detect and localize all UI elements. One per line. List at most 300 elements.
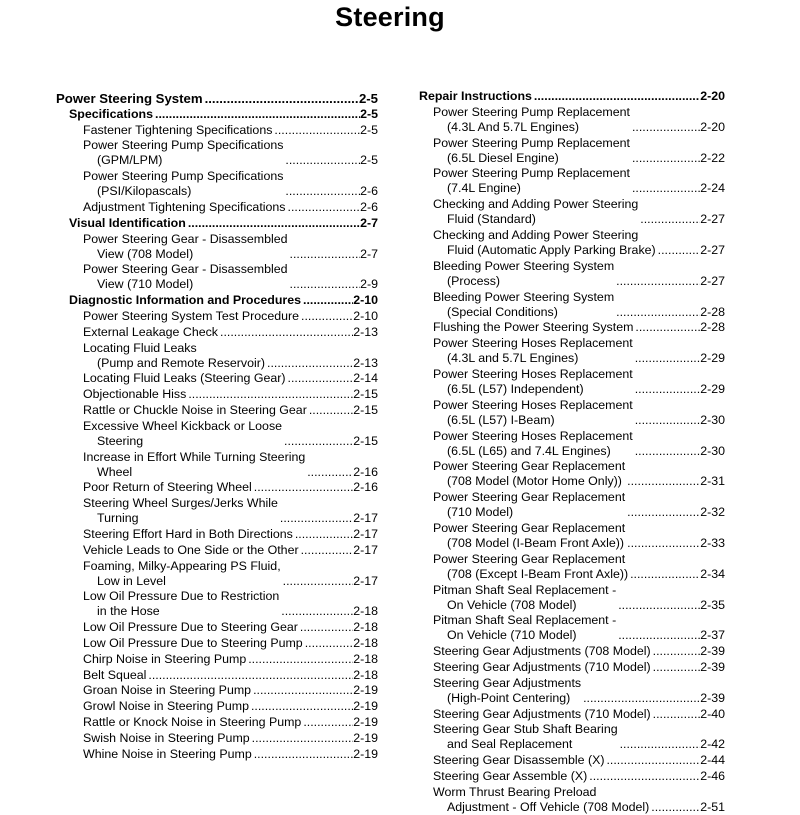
toc-entry-line: Groan Noise in Steering Pump xyxy=(83,683,252,698)
page-number: 2-31 xyxy=(700,474,725,489)
dot-leader xyxy=(614,274,700,289)
dot-leader xyxy=(616,598,700,613)
toc-entry[interactable] xyxy=(56,169,378,199)
toc-entry[interactable] xyxy=(419,166,725,196)
toc-entry-title xyxy=(433,660,651,675)
dot-leader xyxy=(604,753,700,768)
page-number: 2-5 xyxy=(360,122,378,137)
page-number: 2-27 xyxy=(700,242,725,257)
toc-entry-line: Low Oil Pressure Due to Steering Gear xyxy=(83,620,298,635)
toc-entry-line: (Pump and Remote Reservoir) xyxy=(97,355,266,370)
dot-leader xyxy=(288,247,361,262)
toc-entry[interactable] xyxy=(419,707,725,722)
dot-leader xyxy=(146,668,353,683)
toc-entry-line: (7.4L Engine) xyxy=(447,181,521,196)
toc-entry-line: (GPM/LPM) xyxy=(97,153,163,168)
toc-entry-title xyxy=(83,387,186,402)
dot-leader xyxy=(633,444,700,459)
dot-leader xyxy=(299,309,353,324)
page-number: 2-27 xyxy=(700,212,725,227)
dot-leader xyxy=(630,181,700,196)
page-number: 2-37 xyxy=(700,628,725,643)
toc-entry[interactable] xyxy=(56,620,378,635)
dot-leader xyxy=(272,123,360,138)
dot-leader xyxy=(281,574,354,589)
toc-entry-title xyxy=(83,559,281,589)
toc-entry-title xyxy=(433,769,587,784)
toc-entry-line: Specifications xyxy=(69,106,154,121)
toc-entry-line: Locating Fluid Leaks (Steering Gear) xyxy=(83,371,286,386)
toc-entry[interactable] xyxy=(56,216,378,231)
dot-leader xyxy=(633,382,700,397)
toc-entry-title xyxy=(83,589,279,619)
toc-entry[interactable] xyxy=(56,107,378,122)
page-number: 2-44 xyxy=(700,753,725,768)
toc-entry[interactable] xyxy=(419,583,725,613)
dot-leader xyxy=(633,351,700,366)
toc-entry-line: Steering xyxy=(97,433,144,448)
toc-entry-line: Foaming, Milky-Appearing PS Fluid, xyxy=(83,558,281,573)
dot-leader xyxy=(625,474,700,489)
toc-entry-line: (Process) xyxy=(447,273,501,288)
toc-entry-title xyxy=(69,216,186,231)
toc-entry-line: Diagnostic Information and Procedures xyxy=(69,293,302,308)
dot-leader xyxy=(616,628,700,643)
toc-entry-line: Steering Effort Hard in Both Directions xyxy=(83,526,293,541)
dot-leader xyxy=(186,216,360,231)
toc-entry-title xyxy=(83,527,293,542)
page-number: 2-46 xyxy=(700,768,725,783)
toc-entry-line: (Special Conditions) xyxy=(447,304,558,319)
dot-leader xyxy=(278,511,353,526)
toc-entry[interactable] xyxy=(419,769,725,784)
dot-leader xyxy=(618,737,701,752)
page-number: 2-14 xyxy=(353,371,378,386)
toc-entry-line: Power Steering Hoses Replacement xyxy=(433,366,633,381)
toc-entry-line: in the Hose xyxy=(97,604,160,619)
toc-entry[interactable] xyxy=(419,136,725,166)
toc-entry-title xyxy=(83,699,249,714)
toc-entry-line: Steering Gear Disassemble (X) xyxy=(433,753,605,768)
page-number: 2-17 xyxy=(353,511,378,526)
toc-entry-title xyxy=(83,636,303,651)
toc-entry-title xyxy=(433,521,625,551)
dot-leader xyxy=(246,652,353,667)
page-number: 2-17 xyxy=(353,573,378,588)
dot-leader xyxy=(203,91,359,106)
page-number: 2-5 xyxy=(360,106,378,121)
toc-entry-line: Power Steering Hoses Replacement xyxy=(433,428,633,443)
toc-entry-line: Bleeding Power Steering System xyxy=(433,289,615,304)
toc-entry-line: Power Steering Gear Replacement xyxy=(433,459,626,474)
dot-leader xyxy=(283,153,360,168)
toc-entry[interactable] xyxy=(56,293,378,308)
toc-entry-title xyxy=(83,138,283,168)
dot-leader xyxy=(153,107,360,122)
page-number: 2-7 xyxy=(360,215,378,230)
page-number: 2-19 xyxy=(353,714,378,729)
dot-leader xyxy=(286,371,354,386)
page-number: 2-24 xyxy=(700,181,725,196)
dot-leader xyxy=(252,480,353,495)
toc-entry-title xyxy=(83,731,250,746)
toc-entry[interactable] xyxy=(419,89,725,104)
toc-entry-title xyxy=(433,259,614,289)
dot-leader xyxy=(218,325,353,340)
toc-entry-title xyxy=(433,290,614,320)
page-title: Steering xyxy=(335,2,445,32)
toc-entry-line: Adjustment - Off Vehicle (708 Model) xyxy=(447,799,650,814)
toc-entry-line: (708 Model (I-Beam Front Axle)) xyxy=(447,535,624,550)
toc-entry-line: Steering Wheel Surges/Jerks While xyxy=(83,496,278,511)
toc-entry[interactable] xyxy=(419,336,725,366)
toc-entry-title xyxy=(433,676,581,706)
toc-entry[interactable] xyxy=(56,325,378,340)
toc-entry-line: Power Steering System xyxy=(56,91,203,106)
page-number: 2-39 xyxy=(700,659,725,674)
toc-entry-title xyxy=(83,232,288,262)
toc-entry[interactable] xyxy=(56,589,378,619)
toc-entry-line: (High-Point Centering) xyxy=(447,690,571,705)
page-number: 2-6 xyxy=(360,184,378,199)
toc-entry[interactable] xyxy=(419,459,725,489)
toc-entry-title xyxy=(83,668,146,683)
toc-entry-line: Steering Gear Adjustments (710 Model) xyxy=(433,659,651,674)
toc-entry[interactable] xyxy=(419,398,725,428)
toc-entry[interactable] xyxy=(56,450,378,480)
page-number: 2-51 xyxy=(700,799,725,814)
toc-entry-title xyxy=(433,136,630,166)
toc-entry[interactable] xyxy=(56,636,378,651)
toc-entry[interactable] xyxy=(419,259,725,289)
toc-entry[interactable] xyxy=(56,543,378,558)
toc-entry-title xyxy=(83,620,298,635)
dot-leader xyxy=(651,707,701,722)
toc-entry-title xyxy=(433,459,625,489)
toc-entry-title xyxy=(433,707,651,722)
toc-entry-line: Poor Return of Steering Wheel xyxy=(83,480,252,495)
toc-entry-line: Flushing the Power Steering System xyxy=(433,320,634,335)
toc-entry-title xyxy=(433,320,633,335)
toc-entry[interactable] xyxy=(56,731,378,746)
toc-entry-title xyxy=(433,197,638,227)
dot-leader xyxy=(249,699,353,714)
page-number: 2-30 xyxy=(700,412,725,427)
dot-leader xyxy=(307,403,353,418)
dot-leader xyxy=(625,536,700,551)
dot-leader xyxy=(630,120,700,135)
toc-entry-title xyxy=(83,200,286,215)
dot-leader xyxy=(651,660,701,675)
page-number: 2-28 xyxy=(700,320,725,335)
toc-entry-title xyxy=(433,583,616,613)
dot-leader xyxy=(250,731,354,746)
toc-entry-title xyxy=(433,722,618,752)
toc-entry-line: Rattle or Chuckle Noise in Steering Gear xyxy=(83,402,307,417)
toc-entry-line: Power Steering Gear - Disassembled xyxy=(83,231,288,246)
page-number: 2-20 xyxy=(700,89,725,103)
dot-leader xyxy=(282,434,353,449)
toc-entry-line: Power Steering Gear Replacement xyxy=(433,490,626,505)
toc-entry-title xyxy=(433,367,633,397)
page-number: 2-6 xyxy=(360,199,378,214)
dot-leader xyxy=(587,769,700,784)
toc-entry-title xyxy=(83,169,283,199)
toc-entry-line: (PSI/Kilopascals) xyxy=(97,184,192,199)
dot-leader xyxy=(305,465,353,480)
page-number: 2-17 xyxy=(353,526,378,541)
page-number: 2-22 xyxy=(700,150,725,165)
toc-entry[interactable] xyxy=(419,644,725,659)
page-number: 2-13 xyxy=(353,324,378,339)
page-number: 2-5 xyxy=(358,91,378,106)
toc-entry[interactable] xyxy=(56,387,378,402)
page-number: 2-18 xyxy=(353,620,378,635)
toc-entry-title xyxy=(69,293,301,308)
toc-entry-line: Objectionable Hiss xyxy=(83,387,187,402)
toc-entry-line: Repair Instructions xyxy=(419,89,532,103)
toc-entry[interactable] xyxy=(56,341,378,371)
dot-leader xyxy=(301,293,353,308)
toc-entry-line: Steering Gear Stub Shaft Bearing xyxy=(433,722,618,737)
toc-entry-line: (6.5L (L57) Independent) xyxy=(447,381,584,396)
toc-entry[interactable] xyxy=(56,747,378,762)
toc-entry-line: (708 (Except I-Beam Front Axle)) xyxy=(447,566,629,581)
toc-entry-line: Belt Squeal xyxy=(83,667,147,682)
page-number: 2-39 xyxy=(700,644,725,659)
page-number: 2-16 xyxy=(353,480,378,495)
toc-entry[interactable] xyxy=(56,91,378,106)
toc-entry-line: Rattle or Knock Noise in Steering Pump xyxy=(83,714,302,729)
toc-entry-line: (710 Model) xyxy=(447,505,514,520)
dot-leader xyxy=(279,604,353,619)
toc-entry[interactable] xyxy=(419,660,725,675)
toc-entry-line: Power Steering Pump Replacement xyxy=(433,166,630,181)
toc-entry-line: Pitman Shaft Seal Replacement - xyxy=(433,582,617,597)
toc-entry-line: Low Oil Pressure Due to Steering Pump xyxy=(83,635,303,650)
page-number: 2-5 xyxy=(360,153,378,168)
dot-leader xyxy=(630,151,700,166)
toc-entry-line: Low Oil Pressure Due to Restriction xyxy=(83,589,280,604)
dot-leader xyxy=(293,527,353,542)
dot-leader xyxy=(581,691,700,706)
page-number: 2-10 xyxy=(353,293,378,308)
toc-entry-title xyxy=(433,490,625,520)
toc-entry-line: Increase in Effort While Turning Steering xyxy=(83,449,306,464)
dot-leader xyxy=(283,184,360,199)
toc-entry[interactable] xyxy=(56,715,378,730)
page-number: 2-10 xyxy=(353,308,378,323)
toc-entry[interactable] xyxy=(419,290,725,320)
toc-entry-line: Excessive Wheel Kickback or Loose xyxy=(83,418,283,433)
toc-entry-title xyxy=(83,403,307,418)
toc-entry-title xyxy=(433,105,630,135)
toc-entry[interactable] xyxy=(56,262,378,292)
dot-leader xyxy=(649,800,700,815)
toc-entry[interactable] xyxy=(419,228,725,258)
dot-leader xyxy=(186,387,353,402)
toc-entry-line: On Vehicle (710 Model) xyxy=(447,628,577,643)
toc-entry-line: Visual Identification xyxy=(69,215,186,230)
toc-entry-title xyxy=(83,123,272,138)
toc-entry[interactable] xyxy=(419,552,725,582)
toc-entry-title xyxy=(83,450,305,480)
toc-entry-title xyxy=(433,398,633,428)
toc-entry-title xyxy=(433,336,633,366)
dot-leader xyxy=(252,747,353,762)
page-number: 2-18 xyxy=(353,604,378,619)
toc-entry[interactable] xyxy=(56,138,378,168)
page-number: 2-42 xyxy=(700,737,725,752)
toc-entry-line: Fluid (Automatic Apply Parking Brake) xyxy=(447,242,656,257)
page-number: 2-15 xyxy=(353,402,378,417)
toc-entry[interactable] xyxy=(56,527,378,542)
toc-entry-title xyxy=(83,683,251,698)
toc-entry-title xyxy=(83,371,286,386)
toc-entry-line: (6.5L (L57) I-Beam) xyxy=(447,412,555,427)
toc-entry-title xyxy=(419,89,532,104)
toc-entry[interactable] xyxy=(56,123,378,138)
page-number: 2-35 xyxy=(700,597,725,612)
toc-entry-line: Steering Gear Adjustments (710 Model) xyxy=(433,706,651,721)
toc-entry[interactable] xyxy=(419,722,725,752)
toc-entry-line: Bleeding Power Steering System xyxy=(433,258,615,273)
toc-entry-title xyxy=(433,552,628,582)
toc-entry-line: Steering Gear Adjustments (708 Model) xyxy=(433,644,651,659)
toc-entry[interactable] xyxy=(56,309,378,324)
page-number: 2-9 xyxy=(360,277,378,292)
page-number: 2-28 xyxy=(700,304,725,319)
toc-entry-title xyxy=(83,496,278,526)
toc-entry-title xyxy=(83,543,299,558)
toc-entry[interactable] xyxy=(419,320,725,335)
toc-entry-line: View (710 Model) xyxy=(97,277,194,292)
page-number: 2-29 xyxy=(700,351,725,366)
page-number: 2-29 xyxy=(700,381,725,396)
dot-leader xyxy=(265,356,353,371)
toc-entry-line: Locating Fluid Leaks xyxy=(83,340,197,355)
toc-entry-line: Power Steering Pump Specifications xyxy=(83,138,284,153)
toc-entry[interactable] xyxy=(56,232,378,262)
toc-entry-line: Steering Gear Assemble (X) xyxy=(433,768,588,783)
toc-entry[interactable] xyxy=(56,559,378,589)
toc-entry-line: Power Steering System Test Procedure xyxy=(83,308,300,323)
toc-entry-line: and Seal Replacement xyxy=(447,737,573,752)
toc-entry-line: Steering Gear Adjustments xyxy=(433,675,582,690)
toc-entry-line: Power Steering Pump Replacement xyxy=(433,135,630,150)
toc-entry[interactable] xyxy=(419,197,725,227)
page-number: 2-16 xyxy=(353,464,378,479)
toc-entry[interactable] xyxy=(56,419,378,449)
toc-entry-title xyxy=(83,419,282,449)
toc-entry-line: (6.5L Diesel Engine) xyxy=(447,150,559,165)
toc-entry-line: (6.5L (L65) and 7.4L Engines) xyxy=(447,443,611,458)
toc-entry-title xyxy=(83,715,301,730)
toc-entry-line: View (708 Model) xyxy=(97,246,194,261)
dot-leader xyxy=(288,277,361,292)
dot-leader xyxy=(286,200,361,215)
dot-leader xyxy=(532,89,700,104)
toc-entry[interactable] xyxy=(419,676,725,706)
page-number: 2-20 xyxy=(700,119,725,134)
toc-entry-title xyxy=(83,309,299,324)
toc-entry-line: Worm Thrust Bearing Preload xyxy=(433,784,597,799)
page-number: 2-34 xyxy=(700,566,725,581)
toc-entry[interactable] xyxy=(56,480,378,495)
toc-entry-line: (4.3L And 5.7L Engines) xyxy=(447,119,580,134)
toc-entry[interactable] xyxy=(56,200,378,215)
toc-entry-line: Power Steering Gear Replacement xyxy=(433,551,626,566)
toc-entry[interactable] xyxy=(419,490,725,520)
page-number: 2-17 xyxy=(353,542,378,557)
dot-leader xyxy=(651,644,701,659)
toc-entry-line: Growl Noise in Steering Pump xyxy=(83,699,249,714)
toc-entry[interactable] xyxy=(419,613,725,643)
toc-entry-title xyxy=(83,652,246,667)
dot-leader xyxy=(638,212,700,227)
toc-entry[interactable] xyxy=(56,652,378,667)
toc-entry-line: Power Steering Hoses Replacement xyxy=(433,336,633,351)
dot-leader xyxy=(251,683,353,698)
page-number: 2-18 xyxy=(353,635,378,650)
page-number: 2-40 xyxy=(700,706,725,721)
toc-entry[interactable] xyxy=(419,367,725,397)
toc-right-column xyxy=(419,89,725,815)
toc-entry-line: Power Steering Gear Replacement xyxy=(433,520,626,535)
toc-entry-line: Checking and Adding Power Steering xyxy=(433,197,639,212)
toc-entry[interactable] xyxy=(419,521,725,551)
toc-entry-line: Checking and Adding Power Steering xyxy=(433,227,639,242)
page-number: 2-19 xyxy=(353,683,378,698)
toc-entry-line: Low in Level xyxy=(97,573,166,588)
toc-entry[interactable] xyxy=(419,753,725,768)
toc-entry[interactable] xyxy=(56,403,378,418)
page-number: 2-15 xyxy=(353,387,378,402)
toc-entry-line: Power Steering Pump Replacement xyxy=(433,104,630,119)
dot-leader xyxy=(625,505,700,520)
toc-entry-title xyxy=(83,341,265,371)
toc-entry-title xyxy=(433,429,633,459)
toc-left-column xyxy=(56,89,378,762)
toc-entry[interactable] xyxy=(56,496,378,526)
toc-entry-title xyxy=(433,166,630,196)
toc-entry-line: Pitman Shaft Seal Replacement - xyxy=(433,613,617,628)
dot-leader xyxy=(656,243,701,258)
toc-entry-line: Chirp Noise in Steering Pump xyxy=(83,651,247,666)
toc-entry-title xyxy=(433,613,616,643)
toc-entry-line: Fastener Tightening Specifications xyxy=(83,122,273,137)
toc-entry[interactable] xyxy=(56,699,378,714)
page-number: 2-15 xyxy=(353,433,378,448)
page-number: 2-18 xyxy=(353,651,378,666)
dot-leader xyxy=(298,620,353,635)
page-number: 2-19 xyxy=(353,699,378,714)
toc-entry-title xyxy=(433,753,604,768)
toc-entry-line: Wheel xyxy=(97,464,133,479)
page-number: 2-27 xyxy=(700,273,725,288)
toc-entry[interactable] xyxy=(419,429,725,459)
toc-entry[interactable] xyxy=(56,371,378,386)
toc-entry-line: External Leakage Check xyxy=(83,324,219,339)
toc-entry-line: Power Steering Hoses Replacement xyxy=(433,397,633,412)
toc-entry-title xyxy=(433,228,656,258)
toc-entry[interactable] xyxy=(56,683,378,698)
toc-entry-line: Vehicle Leads to One Side or the Other xyxy=(83,542,299,557)
page-number: 2-39 xyxy=(700,690,725,705)
toc-entry[interactable] xyxy=(56,668,378,683)
toc-entry[interactable] xyxy=(419,105,725,135)
toc-entry-title xyxy=(56,91,203,106)
